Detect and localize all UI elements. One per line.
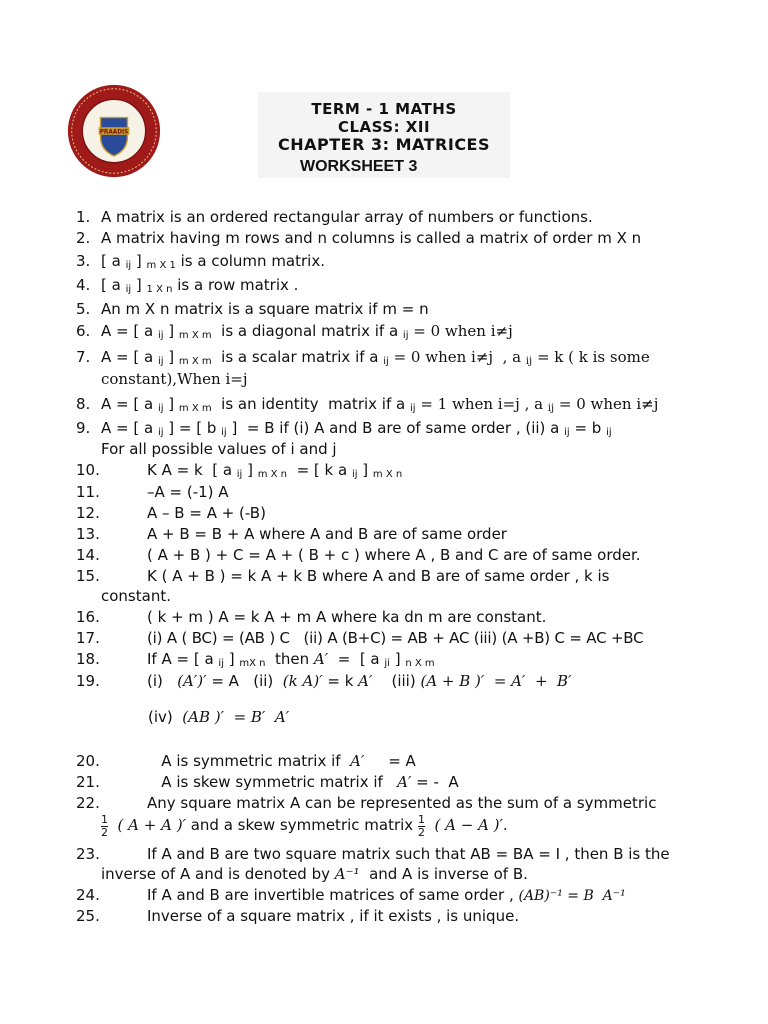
item-text: Inverse of a square matrix , if it exists , is unique. [147,907,520,925]
list-item-continued [76,587,766,605]
item-text: inverse of A and is denoted by A⁻¹ and A is inverse of B. [101,865,528,883]
item-text: A – B = A + (-B) [147,504,266,522]
list-item: 21. A is skew symmetric matrix if A′ = - A [76,773,766,791]
item-text: K ( A + B ) = k A + k B where A and B are of same order , k is [147,567,610,585]
list-item: 5. An m X n matrix is a square matrix if m = n [76,300,766,318]
item-text: [ a ij ] 1 X n is a row matrix . [101,276,299,295]
item-text: Any square matrix A can be represented as the sum of a symmetric [147,794,657,812]
list-item-continued [76,814,766,839]
item-text: (iv) (AB )′ = B′ A′ [148,708,290,726]
list-item: 2. A matrix having m rows and n columns is called a matrix of order m X n [76,229,766,247]
list-item-continued [76,865,766,883]
list-item: 14. ( A + B ) + C = A + ( B + c ) where A , B and C are of same order. [76,546,766,564]
list-item: 6. A = [ a ij ] m X m is a diagonal matrix if a ij = 0 when i≠j [76,322,766,341]
list-item-continued [76,440,766,458]
item-text: constant),When i=j [101,370,248,388]
item-text: ( A + B ) + C = A + ( B + c ) where A , B and C are of same order. [147,546,641,564]
item-text: (i) (A′)′ = A (ii) (k A)′ = k A′ (iii) (A + B )′ = A′ + B′ [147,672,572,690]
list-item: 12. A – B = A + (-B) [76,504,766,522]
formula-list [76,208,766,925]
item-text: ( k + m ) A = k A + m A where ka dn m are constant. [147,608,547,626]
worksheet-title: WORKSHEET 3 [300,158,418,175]
item-text: (i) A ( BC) = (AB ) C (ii) A (B+C) = AB + AC (iii) (A +B) C = AC +BC [147,629,644,647]
item-text: A = [ a ij ] m X m is an identity matrix if a ij = 1 when i=j , a ij = 0 when i≠j [101,395,659,414]
list-item: 24. If A and B are invertible matrices of same order , (AB)⁻¹ = B A⁻¹ [76,886,766,904]
list-item: 8. A = [ a ij ] m X m is an identity matrix if a ij = 1 when i=j , a ij = 0 when i≠j [76,395,766,414]
item-text: A is skew symmetric matrix if A′ = - A [147,773,459,791]
list-item: 13. A + B = B + A where A and B are of same order [76,525,766,543]
item-text: A matrix having m rows and n columns is called a matrix of order m X n [101,229,642,247]
list-item: 25. Inverse of a square matrix , if it exists , is unique. [76,907,766,925]
item-text: A + B = B + A where A and B are of same order [147,525,507,543]
item-text: A = [ a ij ] m X m is a scalar matrix if a ij = 0 when i≠j , a ij = k ( k is some [101,348,650,367]
list-item: 7. A = [ a ij ] m X m is a scalar matrix if a ij = 0 when i≠j , a ij = k ( k is some [76,348,766,367]
term-title: TERM - 1 MATHS [311,100,457,118]
class-title: CLASS: XII [337,118,431,136]
list-item: 11. –A = (-1) A [76,483,766,501]
list-item: 19. (i) (A′)′ = A (ii) (k A)′ = k A′ (iii) (A + B )′ = A′ + B′ [76,672,766,690]
list-item: 17. (i) A ( BC) = (AB ) C (ii) A (B+C) = AB + AC (iii) (A +B) C = AC +BC [76,629,766,647]
svg-text:PRAADIS: PRAADIS [99,129,129,136]
item-text: An m X n matrix is a square matrix if m = n [101,300,429,318]
item-text: constant. [101,587,171,605]
list-item: 16. ( k + m ) A = k A + m A where ka dn m are constant. [76,608,766,626]
list-item-continued [76,370,766,388]
item-text: $\frac{1}{2}$ ( A + A )′ and a skew symmetric matrix $\frac{1}{2}$ ( A − A )′. [101,813,508,839]
list-item: 10. K A = k [ a ij ] m X n = [ k a ij ] m X n [76,461,766,480]
list-item-continued [76,708,766,726]
item-text: For all possible values of i and j [101,440,337,458]
item-text: If A = [ a ij ] mX n then A′ = [ a ji ] n X m [147,650,435,669]
item-text: A is symmetric matrix if A′ = A [147,752,416,770]
chapter-title: CHAPTER 3: MATRICES [277,135,491,154]
list-item: 4. [ a ij ] 1 X n is a row matrix . [76,276,766,295]
item-text: [ a ij ] m X 1 is a column matrix. [101,252,325,271]
list-item: 23. If A and B are two square matrix such that AB = BA = I , then B is the [76,845,766,863]
list-item: 20. A is symmetric matrix if A′ = A [76,752,766,770]
item-text: –A = (-1) A [147,483,229,501]
list-item: 22. Any square matrix A can be represented as the sum of a symmetric [76,794,766,812]
item-text: A = [ a ij ] m X m is a diagonal matrix if a ij = 0 when i≠j [101,322,513,341]
item-text: If A and B are invertible matrices of same order , (AB)⁻¹ = B A⁻¹ [147,886,626,904]
item-text: A = [ a ij ] = [ b ij ] = B if (i) A and B are of same order , (ii) a ij = b ij [101,419,612,438]
item-text: A matrix is an ordered rectangular array of numbers or functions. [101,208,593,226]
list-item: 9. A = [ a ij ] = [ b ij ] = B if (i) A and B are of same order , (ii) a ij = b ij [76,419,766,438]
list-item: 1. A matrix is an ordered rectangular array of numbers or functions. [76,208,766,226]
school-logo [66,83,162,179]
item-text: If A and B are two square matrix such that AB = BA = I , then B is the [147,845,670,863]
item-text: K A = k [ a ij ] m X n = [ k a ij ] m X n [147,461,403,480]
list-item: 18. If A = [ a ij ] mX n then A′ = [ a ji ] n X m [76,650,766,669]
list-item: 3. [ a ij ] m X 1 is a column matrix. [76,252,766,271]
list-item: 15. K ( A + B ) = k A + k B where A and B are of same order , k is [76,567,766,585]
